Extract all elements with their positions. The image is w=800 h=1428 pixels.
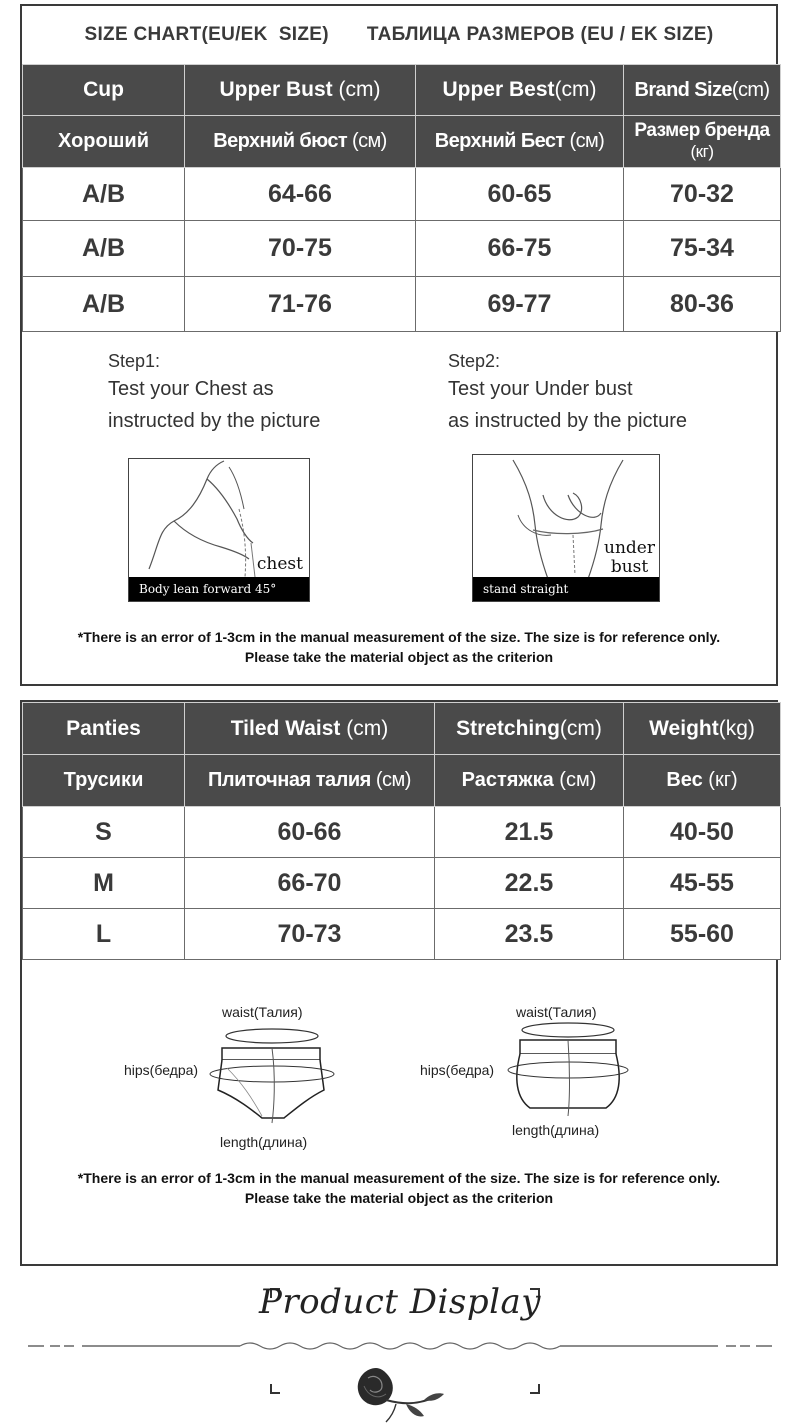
step-1-instructions: Step1: Test your Chest as instructed by the picture <box>108 351 321 433</box>
size-chart-title <box>22 6 776 64</box>
table-header-row-en <box>23 65 781 116</box>
header-cell: Stretching(cm) <box>435 703 624 755</box>
underbust-measure-illustration <box>472 454 660 602</box>
table-cell: 70-75 <box>185 221 416 277</box>
header-cell: Хороший <box>23 116 185 168</box>
table-row <box>23 807 781 858</box>
table-cell: 22.5 <box>435 858 624 909</box>
table-cell: L <box>23 909 185 960</box>
brief-outline-icon <box>112 998 372 1158</box>
table-cell: 75-34 <box>624 221 781 277</box>
table-cell: A/B <box>23 221 185 277</box>
table-cell: 71-76 <box>185 277 416 332</box>
illustration-caption: stand straight <box>473 577 659 601</box>
table-row <box>23 221 781 277</box>
bra-size-panel <box>20 4 778 686</box>
panties-diagram-boyshort: waist(Талия) hips(бедра) length(длина) <box>418 998 678 1158</box>
table-cell: 60-66 <box>185 807 435 858</box>
measurement-note: *There is an error of 1-3cm in the manual measurement of the size. The size is for reference only. Please take the material object as the criterion <box>77 629 721 665</box>
decorative-divider <box>0 1336 800 1356</box>
header-cell: Растяжка (см) <box>435 755 624 807</box>
table-cell: 45-55 <box>624 858 781 909</box>
table-cell: A/B <box>23 168 185 221</box>
table-row <box>23 858 781 909</box>
table-cell: 69-77 <box>416 277 624 332</box>
measurement-note: *There is an error of 1-3cm in the manual measurement of the size. The size is for reference only. Please take the material object as the criterion <box>77 1170 721 1206</box>
header-cell: Вес (кг) <box>624 755 781 807</box>
rose-icon <box>346 1360 456 1424</box>
table-cell: S <box>23 807 185 858</box>
table-row <box>23 168 781 221</box>
header-cell: Panties <box>23 703 185 755</box>
bra-size-table <box>22 64 781 332</box>
header-cell: Weight(kg) <box>624 703 781 755</box>
table-header-row-ru <box>23 116 781 168</box>
title-russian: ТАБЛИЦА РАЗМЕРОВ (EU / EK SIZE) <box>366 24 714 45</box>
header-cell: Upper Best(cm) <box>416 65 624 116</box>
chest-measure-illustration: chest Body lean forward 45° <box>128 458 310 602</box>
table-cell: 55-60 <box>624 909 781 960</box>
header-cell: Brand Size(cm) <box>624 65 781 116</box>
table-cell: 64-66 <box>185 168 416 221</box>
header-cell: Upper Bust (cm) <box>185 65 416 116</box>
table-cell: 80-36 <box>624 277 781 332</box>
header-cell: Размер бренда (кг) <box>624 116 781 168</box>
step-2-instructions: Step2: Test your Under bust as instructed by the picture <box>448 351 688 433</box>
table-cell: 66-70 <box>185 858 435 909</box>
table-row <box>23 277 781 332</box>
title-english: SIZE CHART(EU/EK SIZE) <box>84 24 329 45</box>
table-row <box>23 909 781 960</box>
table-cell: 40-50 <box>624 807 781 858</box>
table-cell: M <box>23 858 185 909</box>
table-cell: 60-65 <box>416 168 624 221</box>
table-header-row-en <box>23 703 781 755</box>
header-cell: Плиточная талия (см) <box>185 755 435 807</box>
underbust-tag: under bust <box>604 538 655 577</box>
table-cell: 70-32 <box>624 168 781 221</box>
panties-size-table <box>22 702 781 960</box>
illustration-caption: Body lean forward 45° <box>129 577 309 601</box>
product-display-title: Product Display <box>259 1282 541 1322</box>
corner-bracket <box>270 1384 280 1394</box>
table-header-row-ru <box>23 755 781 807</box>
table-cell: 23.5 <box>435 909 624 960</box>
header-cell: Верхний Бест (см) <box>416 116 624 168</box>
header-cell: Tiled Waist (cm) <box>185 703 435 755</box>
table-cell: 66-75 <box>416 221 624 277</box>
header-cell: Трусики <box>23 755 185 807</box>
panties-size-panel <box>20 700 778 1266</box>
header-cell: Верхний бюст (см) <box>185 116 416 168</box>
panties-diagram-brief: waist(Талия) hips(бедра) length(длина) <box>112 998 372 1158</box>
corner-bracket <box>530 1384 540 1394</box>
table-cell: 70-73 <box>185 909 435 960</box>
table-cell: 21.5 <box>435 807 624 858</box>
table-cell: A/B <box>23 277 185 332</box>
boyshort-outline-icon <box>418 998 678 1158</box>
header-cell: Cup <box>23 65 185 116</box>
